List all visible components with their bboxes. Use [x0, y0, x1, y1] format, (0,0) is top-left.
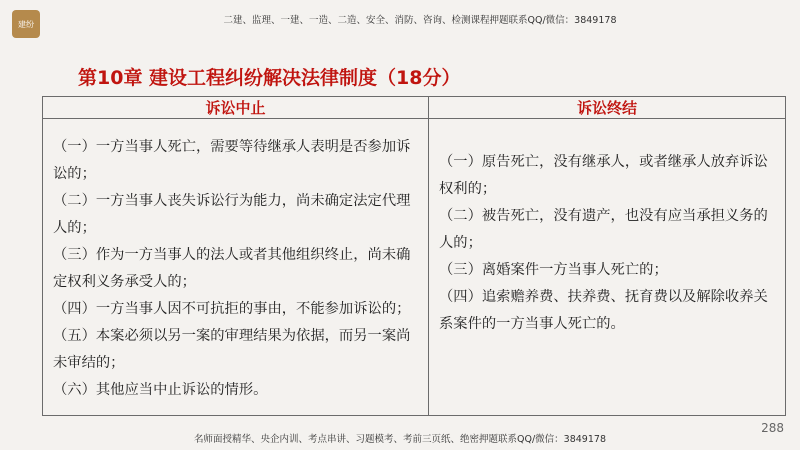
termination-item: （三）离婚案件一方当事人死亡的； [439, 262, 668, 278]
footer-note: 名师面授精华、央企内训、考点串讲、习题模考、考前三页纸、绝密押题联系QQ/微信：3849178 [194, 434, 606, 445]
column-header-termination: 诉讼终结 [429, 97, 785, 119]
header-note: 二建、监理、一建、一造、二造、安全、消防、咨询、检测课程押题联系QQ/微信：3849178 [223, 15, 617, 26]
slide-title: 第10章 建设工程纠纷解决法律制度（18分） [78, 67, 461, 89]
suspension-item: （一）一方当事人死亡，需要等待继承人表明是否参加诉讼的； [53, 139, 411, 182]
comparison-table [42, 96, 786, 416]
page-number: 288 [761, 421, 784, 435]
suspension-item: （二）一方当事人丧失诉讼行为能力，尚未确定法定代理人的； [53, 193, 411, 236]
suspension-item: （四）一方当事人因不可抗拒的事由，不能参加诉讼的； [53, 301, 411, 317]
termination-item: （四）追索赡养费、扶养费、抚育费以及解除收养关系案件的一方当事人死亡的。 [439, 289, 768, 332]
column-header-suspension: 诉讼中止 [43, 97, 429, 119]
termination-cell [429, 119, 785, 415]
termination-item: （一）原告死亡，没有继承人，或者继承人放弃诉讼权利的； [439, 154, 768, 197]
suspension-cell [43, 119, 429, 415]
suspension-item: （五）本案必须以另一案的审理结果为依据，而另一案尚未审结的； [53, 328, 411, 371]
suspension-item: （六）其他应当中止诉讼的情形。 [53, 382, 268, 398]
termination-item: （二）被告死亡，没有遗产，也没有应当承担义务的人的； [439, 208, 768, 251]
logo: 建纷 [12, 10, 40, 38]
suspension-item: （三）作为一方当事人的法人或者其他组织终止，尚未确定权利义务承受人的； [53, 247, 411, 290]
